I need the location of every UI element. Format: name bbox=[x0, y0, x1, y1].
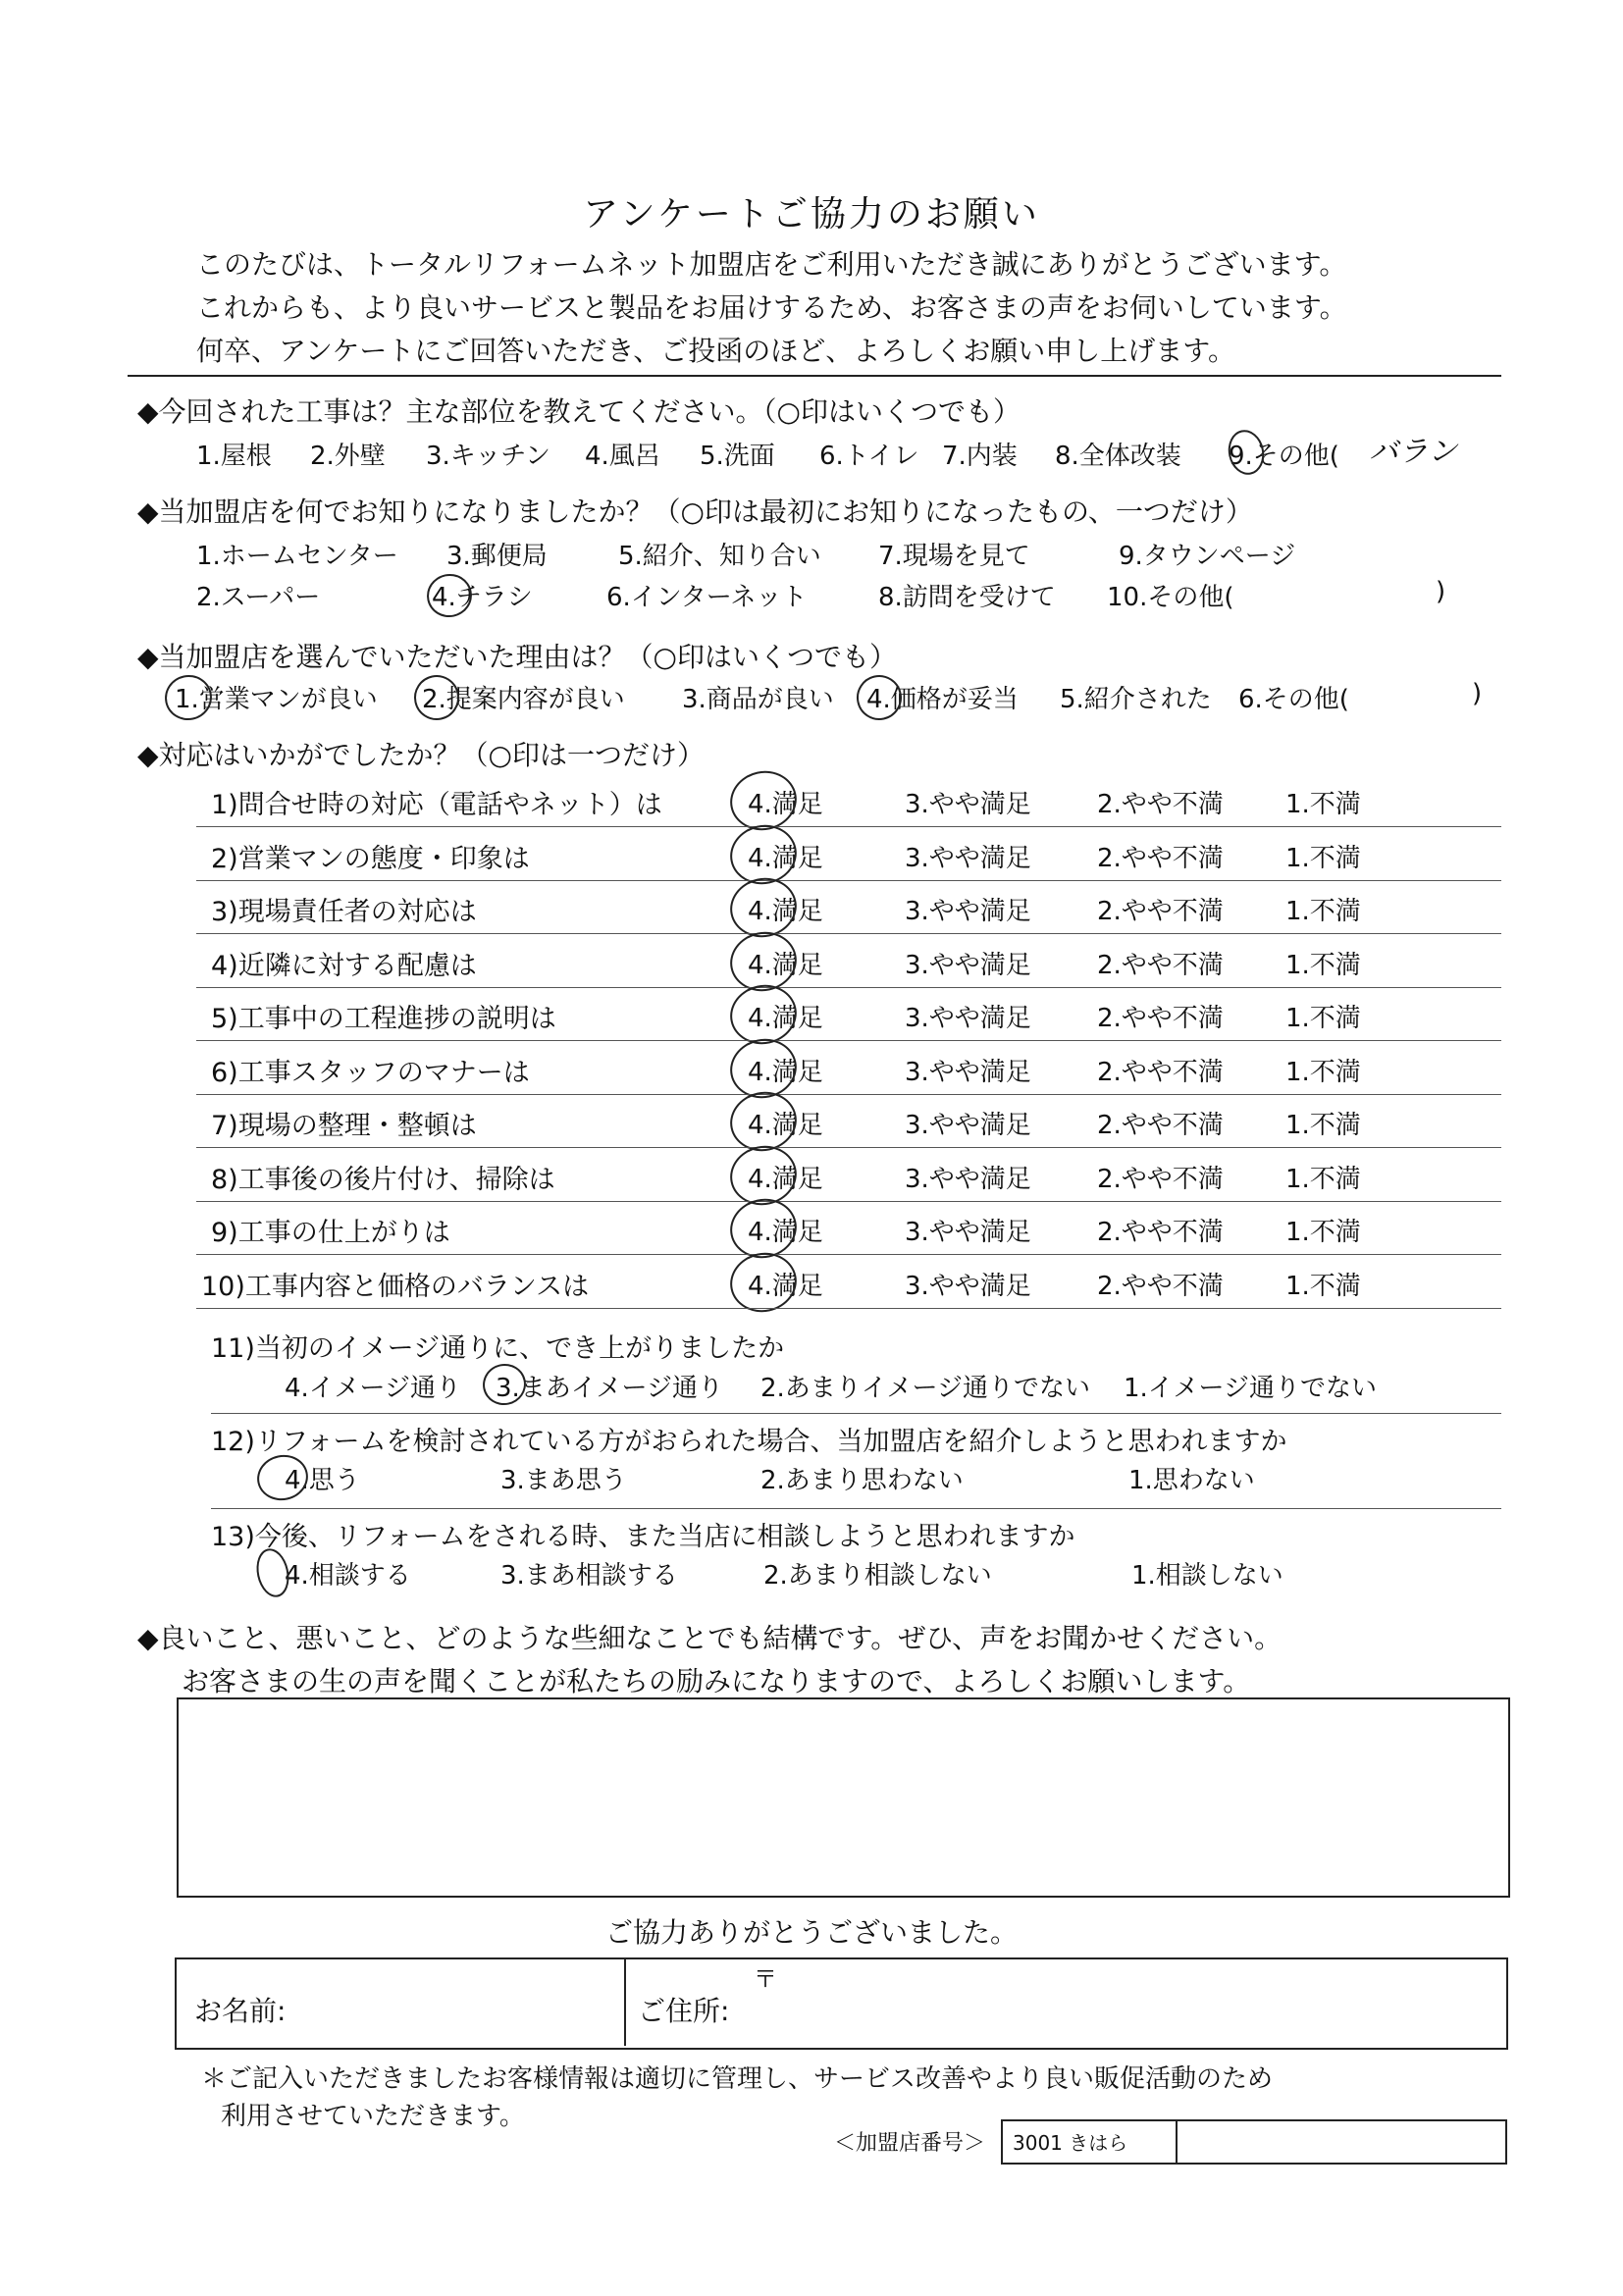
comments-box[interactable] bbox=[177, 1697, 1510, 1898]
q2-option: ) bbox=[1436, 577, 1446, 606]
q11-question: 11)当初のイメージ通りに、でき上がりましたか bbox=[211, 1333, 785, 1364]
rating-choice: 4.満足 bbox=[748, 1111, 823, 1140]
rating-choice: 1.不満 bbox=[1285, 897, 1361, 926]
privacy-note-line-2: 利用させていただきます。 bbox=[221, 2102, 525, 2131]
row-divider bbox=[196, 1308, 1501, 1309]
page-title: アンケートご協力のお願い bbox=[583, 194, 1040, 235]
rating-choice: 1.不満 bbox=[1285, 844, 1361, 873]
rating-choice: 2.やや不満 bbox=[1097, 1218, 1224, 1247]
rating-choice: 3.やや満足 bbox=[905, 897, 1031, 926]
rating-item-label: 7)現場の整理・整頓は bbox=[211, 1111, 477, 1141]
rating-item-label: 3)現場責任者の対応は bbox=[211, 897, 477, 927]
row-divider bbox=[211, 1413, 1501, 1414]
q13-question: 13)今後、リフォームをされる時、また当店に相談しようと思われますか bbox=[211, 1522, 1075, 1552]
rating-choice: 4.満足 bbox=[748, 1272, 823, 1301]
rating-item-label: 1)問合せ時の対応（電話やネット）は bbox=[211, 790, 662, 820]
row-divider bbox=[196, 1147, 1501, 1148]
rating-choice: 2.やや不満 bbox=[1097, 1058, 1224, 1087]
row-divider bbox=[196, 826, 1501, 827]
q2-option: 4.チラシ bbox=[432, 583, 533, 612]
rating-choice: 2.やや不満 bbox=[1097, 844, 1224, 873]
q2-option: 10.その他( bbox=[1107, 583, 1234, 612]
rating-item-label: 6)工事スタッフのマナーは bbox=[211, 1058, 530, 1088]
rating-choice: 3.やや満足 bbox=[905, 1111, 1031, 1140]
rating-choice: 3.やや満足 bbox=[905, 951, 1031, 980]
q1-option: 4.風呂 bbox=[585, 442, 660, 471]
thanks-message: ご協力ありがとうございました。 bbox=[604, 1916, 1018, 1949]
q2-option: 6.インターネット bbox=[606, 583, 808, 612]
rating-choice: 4.満足 bbox=[748, 951, 823, 980]
q3-question: ◆当加盟店を選んでいただいた理由は？（○印はいくつでも） bbox=[137, 641, 897, 673]
row-divider bbox=[196, 1094, 1501, 1095]
q3-option: 6.その他( bbox=[1238, 685, 1349, 714]
q11-option: 4.イメージ通り bbox=[285, 1374, 462, 1403]
rating-choice: 3.やや満足 bbox=[905, 1058, 1031, 1087]
rating-item-label: 5)工事中の工程進捗の説明は bbox=[211, 1004, 556, 1034]
q1-option: 9.その他( bbox=[1229, 442, 1339, 471]
q3-option: 1.営業マンが良い bbox=[175, 685, 378, 714]
rating-choice: 1.不満 bbox=[1285, 1111, 1361, 1140]
rating-choice: 3.やや満足 bbox=[905, 1004, 1031, 1033]
q3-option: ) bbox=[1472, 679, 1483, 708]
name-label: お名前: bbox=[194, 1995, 287, 2027]
rating-choice: 2.やや不満 bbox=[1097, 1111, 1224, 1140]
rating-choice: 3.やや満足 bbox=[905, 1165, 1031, 1194]
q12-option: 3.まあ思う bbox=[500, 1466, 627, 1495]
q13-option: 3.まあ相談する bbox=[500, 1561, 678, 1591]
intro-line-2: これからも、より良いサービスと製品をお届けするため、お客さまの声をお伺いしています。 bbox=[196, 291, 1347, 324]
q1-option: 3.キッチン bbox=[426, 442, 550, 471]
name-field[interactable] bbox=[294, 1982, 608, 2031]
q2-option: 8.訪問を受けて bbox=[878, 583, 1056, 612]
row-divider bbox=[196, 1254, 1501, 1255]
q3-option: 5.紹介された bbox=[1060, 685, 1212, 714]
rating-choice: 2.やや不満 bbox=[1097, 1272, 1224, 1301]
rating-choice: 1.不満 bbox=[1285, 951, 1361, 980]
member-number-divider bbox=[1176, 2119, 1178, 2163]
rating-item-label: 10)工事内容と価格のバランスは bbox=[201, 1272, 590, 1302]
rating-choice: 3.やや満足 bbox=[905, 790, 1031, 819]
q12-option: 4.思う bbox=[285, 1466, 360, 1495]
address-label: ご住所: bbox=[638, 1995, 730, 2027]
rating-item-label: 9)工事の仕上がりは bbox=[211, 1218, 450, 1248]
rating-choice: 4.満足 bbox=[748, 1004, 823, 1033]
row-divider bbox=[196, 987, 1501, 988]
q12-option: 2.あまり思わない bbox=[760, 1466, 964, 1495]
q2-option: 3.郵便局 bbox=[446, 542, 548, 571]
q12-option: 1.思わない bbox=[1128, 1466, 1255, 1495]
q3-option: 3.商品が良い bbox=[682, 685, 834, 714]
q1-question: ◆今回された工事は？主な部位を教えてください。（○印はいくつでも） bbox=[137, 395, 1021, 428]
row-divider bbox=[211, 1508, 1501, 1509]
member-number-label: ＜加盟店番号＞ bbox=[834, 2131, 986, 2156]
member-number-value: 3001 きはら bbox=[1013, 2131, 1128, 2155]
q4-question: ◆対応はいかがでしたか？（○印は一つだけ） bbox=[137, 739, 705, 771]
q1-option: 7.内装 bbox=[942, 442, 1018, 471]
rating-choice: 2.やや不満 bbox=[1097, 897, 1224, 926]
q2-option: 9.タウンページ bbox=[1119, 542, 1296, 571]
q11-option: 3.まあイメージ通り bbox=[496, 1374, 724, 1403]
intro-line-3: 何卒、アンケートにご回答いただき、ご投函のほど、よろしくお願い申し上げます。 bbox=[196, 335, 1235, 367]
contact-divider bbox=[624, 1957, 626, 2046]
q1-option: 1.屋根 bbox=[196, 442, 272, 471]
q3-option: 4.価格が妥当 bbox=[866, 685, 1019, 714]
rating-choice: 2.やや不満 bbox=[1097, 1004, 1224, 1033]
q2-option: 5.紹介、知り合い bbox=[618, 542, 821, 571]
rating-choice: 3.やや満足 bbox=[905, 1218, 1031, 1247]
q2-option: 7.現場を見て bbox=[878, 542, 1030, 571]
rating-choice: 2.やや不満 bbox=[1097, 951, 1224, 980]
q11-option: 2.あまりイメージ通りでない bbox=[760, 1374, 1091, 1403]
rating-choice: 3.やや満足 bbox=[905, 1272, 1031, 1301]
rating-choice: 1.不満 bbox=[1285, 1058, 1361, 1087]
q11-option: 1.イメージ通りでない bbox=[1124, 1374, 1378, 1403]
q12-question: 12)リフォームを検討されている方がおられた場合、当加盟店を紹介しようと思われますか bbox=[211, 1427, 1287, 1457]
q2-question: ◆当加盟店を何でお知りになりましたか？（○印は最初にお知りになったもの、一つだけ） bbox=[137, 496, 1253, 528]
q3-option: 2.提案内容が良い bbox=[422, 685, 625, 714]
q1-option: 6.トイレ bbox=[819, 442, 919, 471]
answer-circle bbox=[252, 1545, 293, 1600]
q2-option: 1.ホームセンター bbox=[196, 542, 398, 571]
rating-choice: 4.満足 bbox=[748, 1165, 823, 1194]
rating-item-label: 2)営業マンの態度・印象は bbox=[211, 844, 530, 874]
rating-choice: 1.不満 bbox=[1285, 1004, 1361, 1033]
rating-choice: 1.不満 bbox=[1285, 790, 1361, 819]
rating-choice: 1.不満 bbox=[1285, 1272, 1361, 1301]
row-divider bbox=[196, 933, 1501, 934]
rating-choice: 3.やや満足 bbox=[905, 844, 1031, 873]
q1-option: 2.外壁 bbox=[310, 442, 386, 471]
postal-mark: 〒 bbox=[754, 1965, 777, 1993]
rating-choice: 4.満足 bbox=[748, 844, 823, 873]
rating-item-label: 4)近隣に対する配慮は bbox=[211, 951, 477, 981]
rating-choice: 4.満足 bbox=[748, 1218, 823, 1247]
q13-option: 4.相談する bbox=[285, 1561, 411, 1591]
q1-option: 5.洗面 bbox=[700, 442, 775, 471]
comments-prompt: ◆良いこと、悪いこと、どのような些細なことでも結構です。ぜひ、声をお聞かせください。 bbox=[137, 1622, 1283, 1654]
rating-item-label: 8)工事後の後片付け、掃除は bbox=[211, 1165, 555, 1195]
q13-option: 2.あまり相談しない bbox=[763, 1561, 992, 1591]
rating-choice: 4.満足 bbox=[748, 1058, 823, 1087]
row-divider bbox=[196, 880, 1501, 881]
q13-option: 1.相談しない bbox=[1131, 1561, 1283, 1591]
row-divider bbox=[196, 1201, 1501, 1202]
q1-option: 8.全体改装 bbox=[1055, 442, 1181, 471]
divider bbox=[128, 375, 1501, 377]
privacy-note-line-1: ＊ご記入いただきましたお客様情報は適切に管理し、サービス改善やより良い販促活動のため bbox=[201, 2064, 1274, 2094]
rating-choice: 2.やや不満 bbox=[1097, 1165, 1224, 1194]
rating-choice: 4.満足 bbox=[748, 897, 823, 926]
rating-choice: 2.やや不満 bbox=[1097, 790, 1224, 819]
address-field[interactable] bbox=[785, 1982, 1492, 2031]
intro-line-1: このたびは、トータルリフォームネット加盟店をご利用いただき誠にありがとうございます。 bbox=[196, 248, 1347, 281]
row-divider bbox=[196, 1040, 1501, 1041]
q2-option: 2.スーパー bbox=[196, 583, 321, 612]
rating-choice: 1.不満 bbox=[1285, 1165, 1361, 1194]
comments-subprompt: お客さまの生の声を聞くことが私たちの励みになりますので、よろしくお願いします。 bbox=[182, 1665, 1251, 1697]
rating-choice: 4.満足 bbox=[748, 790, 823, 819]
rating-choice: 1.不満 bbox=[1285, 1218, 1361, 1247]
answer-circle bbox=[253, 1450, 312, 1505]
q1-other-handwritten: バラン bbox=[1369, 435, 1457, 469]
